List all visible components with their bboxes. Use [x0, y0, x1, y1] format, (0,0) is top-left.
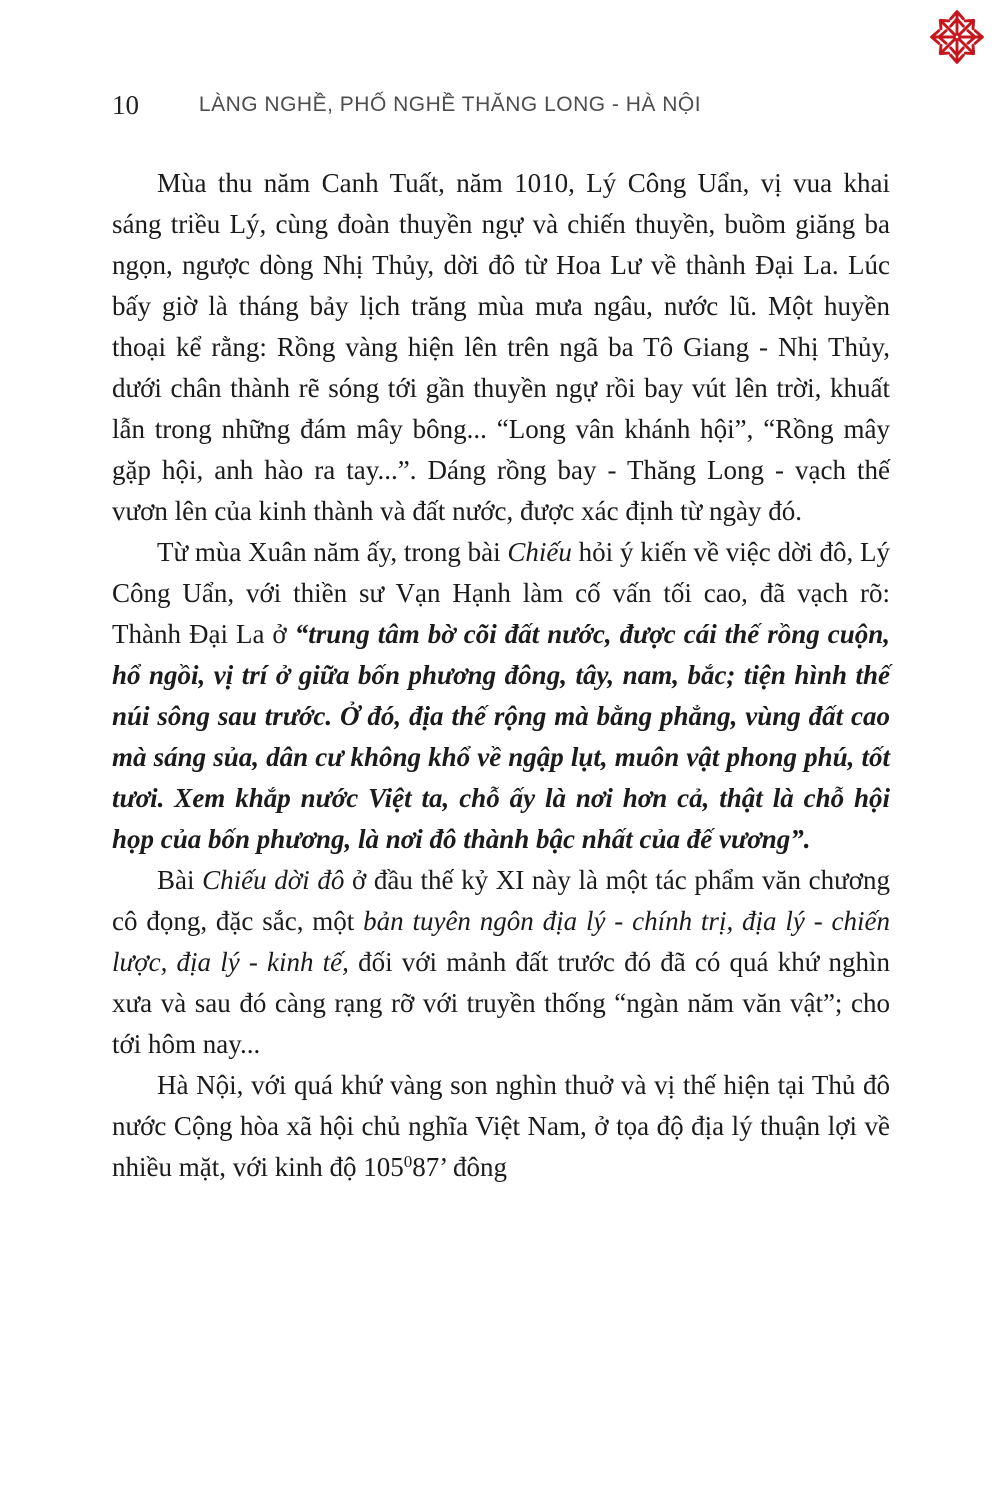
text-run: hỏi ý kiến về việc dời đô, Lý Công Uẩn, với thiền sư Vạn Hạnh làm cố vấn tối cao, đã vạch rõ: Thành Đại La ở — [112, 537, 890, 649]
emblem-strokes — [932, 12, 983, 63]
paragraph — [112, 1065, 890, 1188]
text-run: Từ mùa Xuân năm ấy, trong bài — [157, 537, 508, 567]
text-run-bold-italic: “trung tâm bờ cõi đất nước, được cái thế rồng cuộn, hổ ngồi, vị trí ở giữa bốn phương đông, tây, nam, bắc; tiện hình thế núi sông sau trước. Ở đó, địa thế rộng mà bằng phẳng, vùng đất cao mà sáng sủa, dân cư không khổ về ngập lụt, muôn vật phong phú, tốt tươi. Xem khắp nước Việt ta, chỗ ấy là nơi hơn cả, thật là chỗ hội họp của bốn phương, là nơi đô thành bậc nhất của đế vương”. — [112, 619, 890, 854]
text-run-italic: Chiếu — [507, 537, 572, 567]
text-run-superscript: 0 — [403, 1152, 413, 1171]
text-run: ở đầu thế kỷ XI này là một tác phẩm văn chương cô đọng, đặc sắc, một — [112, 865, 891, 936]
paragraph — [112, 860, 890, 1065]
text-run: Hà Nội, với quá khứ vàng son nghìn thuở và vị thế hiện tại Thủ đô nước Cộng hòa xã hội chủ nghĩa Việt Nam, ở tọa độ địa lý thuận lợi về nhiều mặt, với kinh độ 105 — [112, 1070, 890, 1182]
text-run: 87’ đông — [412, 1152, 508, 1182]
text-run-italic: bản tuyên ngôn địa lý - chính trị, địa lý - chiến lược, địa lý - kinh tế, — [112, 906, 890, 977]
text-run: đối với mảnh đất trước đó đã có quá khứ nghìn xưa và sau đó càng rạng rỡ với truyền thống “ngàn năm văn vật”; cho tới hôm nay... — [112, 947, 890, 1059]
text-run-italic: Chiếu dời đô — [202, 865, 345, 895]
page-header — [0, 90, 1000, 124]
page-body — [112, 163, 890, 1188]
publisher-emblem-icon — [928, 8, 986, 66]
running-title: LÀNG NGHỀ, PHỐ NGHỀ THĂNG LONG - HÀ NỘI — [198, 93, 702, 116]
page-number: 10 — [112, 90, 139, 120]
text-run: Bài — [157, 865, 203, 895]
paragraph — [112, 532, 890, 860]
text-run: Mùa thu năm Canh Tuất, năm 1010, Lý Công Uẩn, vị vua khai sáng triều Lý, cùng đoàn thuyền ngự và chiến thuyền, buồm giăng ba ngọn, ngược dòng Nhị Thủy, dời đô từ Hoa Lư về thành Đại La. Lúc bấy giờ là tháng bảy lịch trăng mùa mưa ngâu, nước lũ. Một huyền thoại kể rằng: Rồng vàng hiện lên trên ngã ba Tô Giang - Nhị Thủy, dưới chân thành rẽ sóng tới gần thuyền ngự rồi bay vút lên trời, khuất lẫn trong những đám mây bông... “Long vân khánh hội”, “Rồng mây gặp hội, anh hào ra tay...”. Dáng rồng bay - Thăng Long - vạch thế vươn lên của kinh thành và đất nước, được xác định từ ngày đó. — [112, 168, 890, 526]
paragraph — [112, 163, 890, 532]
